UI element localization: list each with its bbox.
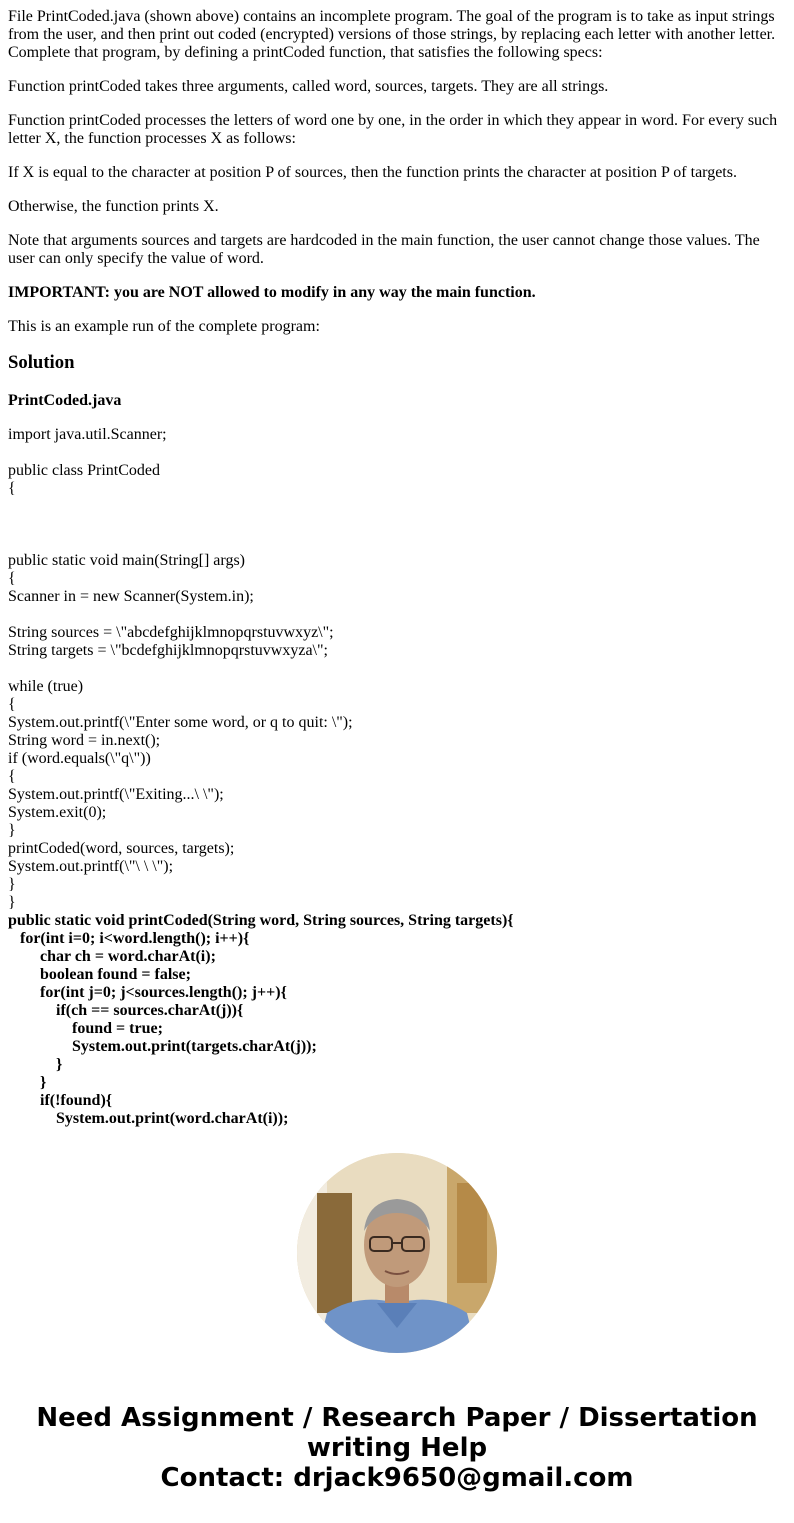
code-blank-line [8,444,786,462]
code-line-bold: } [8,1056,63,1073]
person-portrait-icon [297,1153,497,1353]
important-note: IMPORTANT: you are NOT allowed to modify in any way the main function. [8,284,536,301]
code-line: String sources = \"abcdefghijklmnopqrstuvwxyz\"; [8,624,334,641]
code-line: System.out.printf(\"Exiting...\ \"); [8,786,224,803]
solution-filename: PrintCoded.java [8,392,122,409]
intro-paragraph-1: File PrintCoded.java (shown above) contains an incomplete program. The goal of the program is to take as input strings from the user, and then print out coded (encrypted) versions of those strings, by replacing each letter with another letter. Complete that program, by defining a printCoded function, that satisfies the following specs: [8,8,776,61]
code-line: } [8,822,16,839]
promo-line-2: writing Help [306,1433,488,1463]
code-blank-line [8,534,786,552]
code-line: if (word.equals(\"q\")) [8,750,151,767]
code-line-bold: char ch = word.charAt(i); [8,948,216,965]
intro-paragraph-2: Function printCoded takes three arguments, called word, sources, targets. They are all strings. [8,78,609,95]
code-line: public static void main(String[] args) [8,552,245,569]
code-line: String targets = \"bcdefghijklmnopqrstuvwxyza\"; [8,642,328,659]
code-line: { [8,696,16,713]
code-line: import java.util.Scanner; [8,426,167,443]
code-line-bold: for(int j=0; j<sources.length(); j++){ [8,984,287,1001]
promo-line-1: Need Assignment / Research Paper / Dissertation [36,1403,758,1433]
promo-banner [0,1403,794,1493]
code-line: Scanner in = new Scanner(System.in); [8,588,254,605]
code-line: System.out.printf(\"\ \ \"); [8,858,174,875]
code-line: System.out.printf(\"Enter some word, or q to quit: \"); [8,714,353,731]
code-line-bold: for(int i=0; i<word.length(); i++){ [8,930,250,947]
code-line-bold: if(!found){ [8,1092,113,1109]
code-line: while (true) [8,678,84,695]
intro-paragraph-4: If X is equal to the character at position P of sources, then the function prints the character at position P of targets. [8,164,737,181]
promo-contact: Contact: drjack9650@gmail.com [160,1463,634,1493]
intro-paragraph-3: Function printCoded processes the letters of word one by one, in the order in which they appear in word. For every such letter X, the function processes X as follows: [8,112,778,147]
code-line-bold: boolean found = false; [8,966,191,983]
intro-paragraph-6: Note that arguments sources and targets are hardcoded in the main function, the user cannot change those values. The user can only specify the value of word. [8,232,760,267]
code-line: { [8,480,16,497]
code-line-bold: public static void printCoded(String word, String sources, String targets){ [8,912,514,929]
intro-paragraph-5: Otherwise, the function prints X. [8,198,219,215]
code-line-bold: found = true; [8,1020,163,1037]
code-line: System.exit(0); [8,804,107,821]
code-listing [8,426,786,1149]
code-line: printCoded(word, sources, targets); [8,840,235,857]
example-run-note: This is an example run of the complete program: [8,318,320,335]
portrait-drawing [297,1153,497,1353]
code-blank-line [8,660,786,678]
code-line-bold: System.out.print(targets.charAt(j)); [8,1038,317,1055]
code-line: { [8,570,16,587]
code-line: String word = in.next(); [8,732,161,749]
code-blank-line [8,516,786,534]
code-line-bold: System.out.print(word.charAt(i)); [8,1110,289,1127]
document-body [8,8,786,1149]
code-line-bold: if(ch == sources.charAt(j)){ [8,1002,244,1019]
solution-heading: Solution [8,352,75,373]
code-line-bold: } [8,1074,47,1091]
code-blank-line [8,498,786,516]
code-line: { [8,768,16,785]
code-line: public class PrintCoded [8,462,160,479]
code-blank-line [8,606,786,624]
code-line: } [8,876,16,893]
code-line: } [8,894,16,911]
